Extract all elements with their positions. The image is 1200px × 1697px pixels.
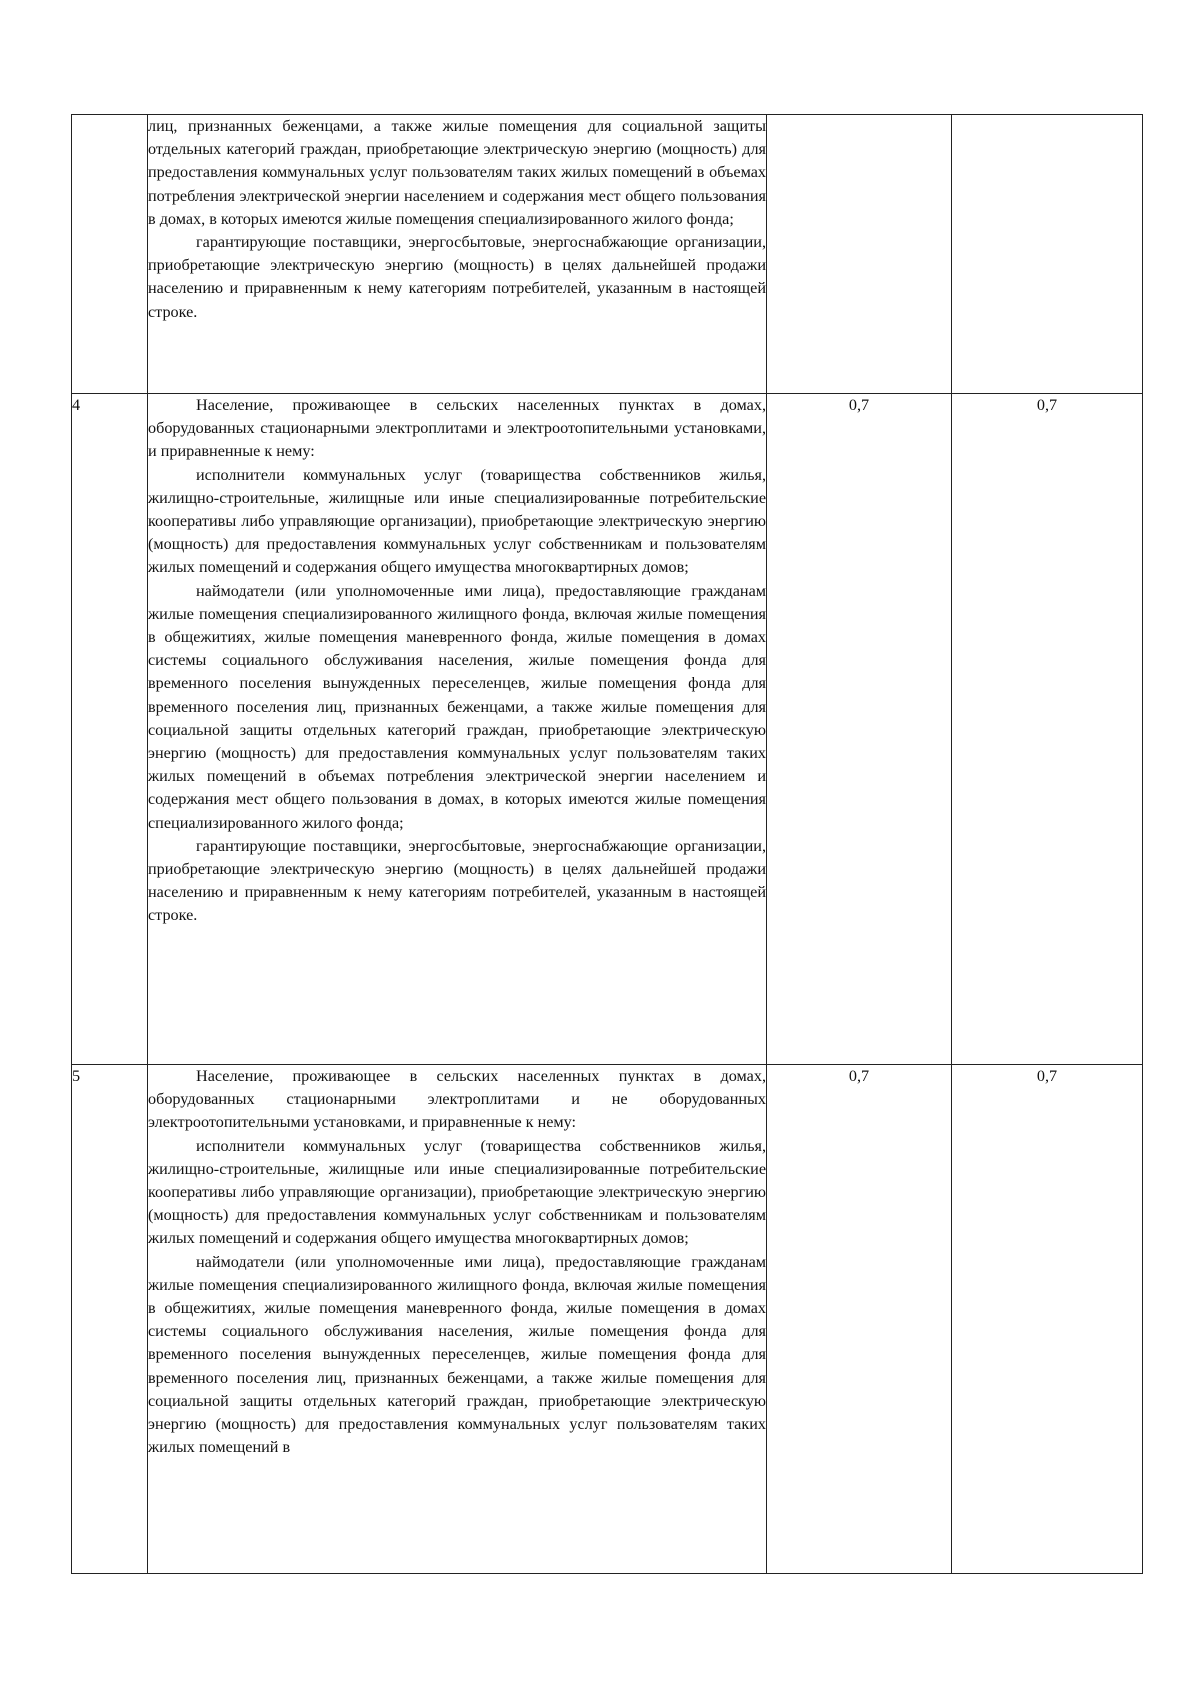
row-number: 4 xyxy=(72,394,148,1065)
description-paragraph: исполнители коммунальных услуг (товарищества собственников жилья, жилищно-строительные, жилищные или иные специализированные потребительские кооперативы либо управляющие организации), приобретающие электрическую энергию (мощность) для предоставления коммунальных услуг собственникам и пользователям жилых помещений и содержания общего имущества многоквартирных домов; xyxy=(148,465,766,577)
row-value-1: 0,7 xyxy=(767,394,952,1065)
tariff-table xyxy=(71,114,1143,1574)
row-description xyxy=(148,1065,767,1574)
description-paragraph: Население, проживающее в сельских населенных пунктах в домах, оборудованных стационарными электроплитами и не оборудованных электроотопительными установками, и приравненные к нему: xyxy=(148,1067,766,1132)
row-value-2 xyxy=(952,115,1143,394)
row-value-1 xyxy=(767,115,952,394)
row-number xyxy=(72,115,148,394)
description-paragraph: гарантирующие поставщики, энергосбытовые, энергоснабжающие организации, приобретающие электрическую энергию (мощность) в целях дальнейшей продажи населению и приравненным к нему категориям потребителей, указанным в настоящей строке. xyxy=(148,836,766,925)
description-paragraph: гарантирующие поставщики, энергосбытовые, энергоснабжающие организации, приобретающие электрическую энергию (мощность) в целях дальнейшей продажи населению и приравненным к нему категориям потребителей, указанным в настоящей строке. xyxy=(148,233,766,321)
row-description xyxy=(148,115,767,394)
description-paragraph: Население, проживающее в сельских населенных пунктах в домах, оборудованных стационарными электроплитами и электроотопительными установками, и приравненные к нему: xyxy=(148,396,766,461)
row-description xyxy=(148,394,767,1065)
row-value-1: 0,7 xyxy=(767,1065,952,1574)
row-value-2: 0,7 xyxy=(952,394,1143,1065)
description-paragraph: исполнители коммунальных услуг (товарищества собственников жилья, жилищно-строительные, жилищные или иные специализированные потребительские кооперативы либо управляющие организации), приобретающие электрическую энергию (мощность) для предоставления коммунальных услуг собственникам и пользователям жилых помещений и содержания общего имущества многоквартирных домов; xyxy=(148,1136,766,1248)
row-number: 5 xyxy=(72,1065,148,1574)
description-paragraph: наймодатели (или уполномоченные ими лица), предоставляющие гражданам жилые помещения специализированного жилищного фонда, включая жилые помещения в общежитиях, жилые помещения маневренного фонда, жилые помещения в домах системы социального обслуживания населения, жилые помещения фонда для временного поселения вынужденных переселенцев, жилые помещения фонда для временного поселения лиц, признанных беженцами, а также жилые помещения для социальной защиты отдельных категорий граждан, приобретающие электрическую энергию (мощность) для предоставления коммунальных услуг пользователям таких жилых помещений в объемах потребления электрической энергии населением и содержания мест общего пользования в домах, в которых имеются жилые помещения специализированного жилого фонда; xyxy=(148,581,766,832)
table-row xyxy=(72,1065,1143,1574)
description-paragraph: наймодатели (или уполномоченные ими лица), предоставляющие гражданам жилые помещения специализированного жилищного фонда, включая жилые помещения в общежитиях, жилые помещения маневренного фонда, жилые помещения в домах системы социального обслуживания населения, жилые помещения фонда для временного поселения вынужденных переселенцев, жилые помещения фонда для временного поселения лиц, признанных беженцами, а также жилые помещения для социальной защиты отдельных категорий граждан, приобретающие электрическую энергию (мощность) для предоставления коммунальных услуг пользователям таких жилых помещений в xyxy=(148,1252,766,1457)
description-paragraph: лиц, признанных беженцами, а также жилые помещения для социальной защиты отдельных категорий граждан, приобретающие электрическую энергию (мощность) для предоставления коммунальных услуг пользователям таких жилых помещений в объемах потребления электрической энергии населением и содержания мест общего пользования в домах, в которых имеются жилые помещения специализированного жилого фонда; xyxy=(148,117,766,228)
row-value-2: 0,7 xyxy=(952,1065,1143,1574)
table-row xyxy=(72,394,1143,1065)
table-row xyxy=(72,115,1143,394)
